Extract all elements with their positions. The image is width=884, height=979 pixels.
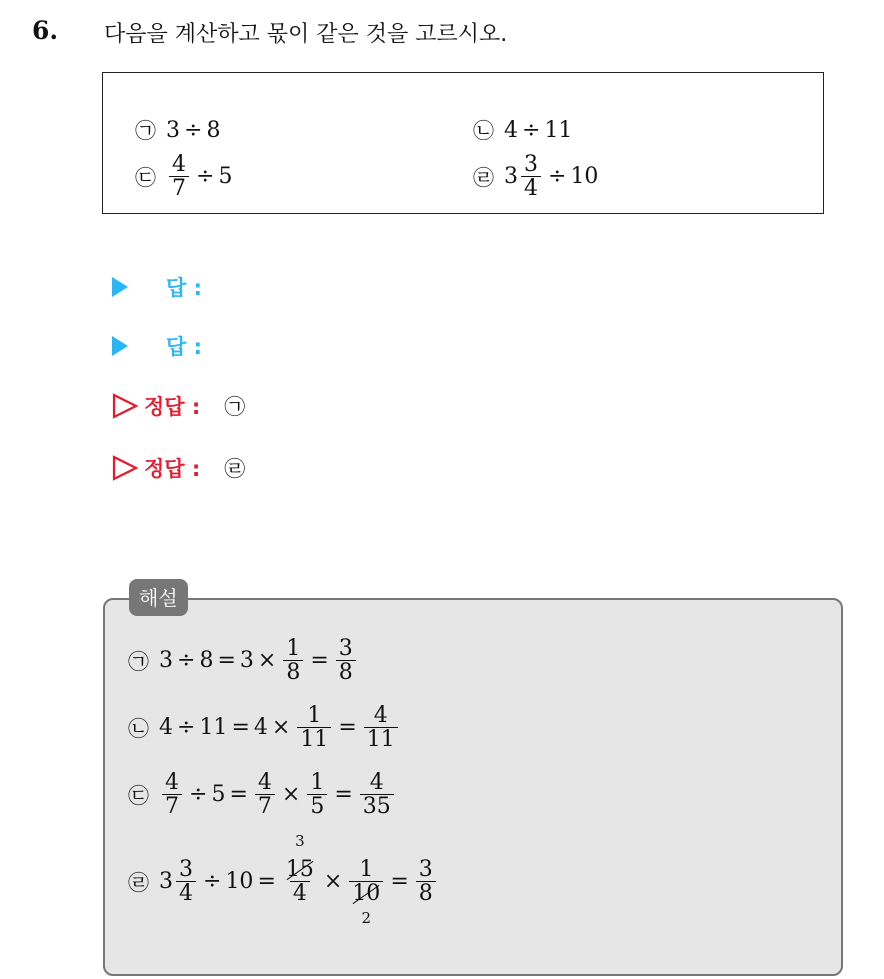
fraction (283, 637, 303, 684)
cancelled-value: 15 (285, 857, 314, 882)
fraction-denominator: 7 (162, 794, 182, 818)
solution-line-1 (128, 637, 359, 684)
fraction-denominator: 8 (416, 881, 436, 905)
choice-marker: ㉣ (473, 165, 494, 190)
reduced-value: 3 (295, 832, 305, 850)
cancelled-number (352, 881, 381, 928)
solution-line-2 (128, 704, 401, 751)
times-sign: × (257, 648, 277, 674)
question-number: 6. (32, 16, 59, 45)
fraction (297, 704, 331, 751)
term: 3 (239, 648, 254, 674)
divide-sign: ÷ (189, 782, 208, 808)
fraction-denominator (349, 881, 383, 928)
divide-sign: ÷ (522, 117, 541, 143)
play-triangle-icon (112, 336, 128, 356)
fraction-denominator: 35 (360, 794, 394, 818)
times-sign: × (271, 715, 291, 741)
equals-sign: = (231, 715, 250, 741)
choice-value: 10 (570, 164, 599, 190)
fraction-denominator: 7 (169, 176, 189, 200)
fraction (360, 771, 394, 818)
cancelled-value: 10 (352, 881, 381, 907)
fraction-denominator: 4 (290, 881, 310, 905)
choice-1 (135, 115, 220, 145)
fraction-numerator (283, 832, 317, 882)
choice-marker: ㉢ (135, 165, 156, 190)
fraction (255, 771, 275, 818)
solution-line-4 (128, 832, 439, 928)
choices-box (102, 72, 824, 214)
fraction-numerator: 1 (359, 857, 374, 882)
play-triangle-icon (112, 277, 128, 297)
fraction-denominator: 11 (364, 727, 398, 751)
fraction (364, 704, 398, 751)
solution-title: 해설 (129, 579, 188, 616)
choice-value: 8 (206, 117, 221, 143)
term: 3 (159, 648, 173, 674)
equals-sign: = (229, 782, 248, 808)
solution-line-3 (128, 771, 397, 818)
solution-marker: ㉢ (128, 783, 149, 808)
reduced-value: 2 (361, 909, 372, 928)
outline-triangle-icon (112, 393, 138, 419)
mixed-whole: 3 (504, 164, 518, 190)
fraction-denominator: 8 (336, 660, 356, 684)
fraction (283, 832, 317, 907)
equals-sign: = (257, 869, 276, 895)
answer-label: 답 : (166, 335, 202, 359)
fraction (349, 857, 383, 928)
divide-sign: ÷ (177, 715, 196, 741)
fraction-numerator: 4 (373, 703, 388, 728)
choice-2 (473, 115, 572, 145)
correct-row-2 (112, 453, 245, 483)
fraction-numerator: 4 (369, 770, 384, 795)
term: 8 (199, 648, 214, 674)
fraction-numerator: 1 (310, 770, 325, 795)
correct-row-1 (112, 391, 245, 421)
fraction-denominator: 4 (521, 176, 541, 200)
answer-label: 답 : (166, 276, 202, 300)
fraction (521, 153, 541, 200)
correct-answer-label: 정답 : (144, 395, 201, 419)
choice-3 (135, 153, 232, 200)
solution-marker: ㉠ (128, 649, 149, 674)
fraction (416, 858, 436, 905)
fraction-numerator: 3 (338, 636, 353, 661)
correct-answer-value: ㉠ (224, 395, 246, 419)
answer-row-1 (112, 272, 202, 302)
fraction-denominator: 7 (255, 794, 275, 818)
fraction-numerator: 4 (165, 770, 179, 795)
question-text: 다음을 계산하고 몫이 같은 것을 고르시오. (104, 22, 508, 47)
divide-sign: ÷ (177, 648, 196, 674)
fraction-numerator: 3 (418, 857, 433, 882)
answer-row-2 (112, 331, 202, 361)
divide-sign: ÷ (184, 117, 203, 143)
fraction (336, 637, 356, 684)
choice-marker: ㉠ (135, 119, 156, 143)
fraction (162, 771, 182, 818)
outline-triangle-icon (112, 455, 138, 481)
times-sign: × (323, 869, 343, 895)
choice-value: 11 (544, 117, 573, 143)
correct-answer-label: 정답 : (144, 457, 201, 481)
fraction-numerator: 1 (286, 636, 301, 661)
fraction-denominator: 5 (307, 794, 327, 818)
divide-sign: ÷ (196, 164, 215, 190)
term: 10 (225, 869, 254, 895)
term: 4 (159, 715, 173, 741)
fraction-numerator: 1 (307, 703, 322, 728)
cancelled-number (285, 832, 314, 882)
fraction-numerator: 4 (172, 152, 186, 177)
times-sign: × (281, 782, 301, 808)
fraction-numerator: 3 (179, 857, 193, 882)
equals-sign: = (390, 869, 409, 895)
equals-sign: = (338, 715, 357, 741)
choice-marker: ㉡ (473, 119, 494, 143)
equals-sign: = (334, 782, 353, 808)
choice-value: 3 (166, 117, 180, 143)
term: 11 (199, 715, 228, 741)
term: 5 (211, 782, 226, 808)
fraction-numerator: 3 (524, 152, 538, 177)
fraction-denominator: 4 (176, 881, 196, 905)
fraction-denominator: 8 (283, 660, 303, 684)
choice-value: 5 (218, 164, 233, 190)
correct-answer-value: ㉣ (224, 457, 246, 481)
choice-4 (473, 153, 598, 200)
term: 4 (253, 715, 268, 741)
mixed-whole: 3 (159, 869, 173, 895)
fraction (169, 153, 189, 200)
fraction (176, 858, 196, 905)
equals-sign: = (310, 648, 329, 674)
solution-marker: ㉣ (128, 870, 149, 895)
equals-sign: = (217, 648, 236, 674)
fraction-numerator: 4 (257, 770, 272, 795)
divide-sign: ÷ (203, 869, 222, 895)
solution-marker: ㉡ (128, 716, 149, 741)
choice-value: 4 (504, 117, 518, 143)
fraction-denominator: 11 (297, 727, 331, 751)
divide-sign: ÷ (548, 164, 567, 190)
fraction (307, 771, 327, 818)
